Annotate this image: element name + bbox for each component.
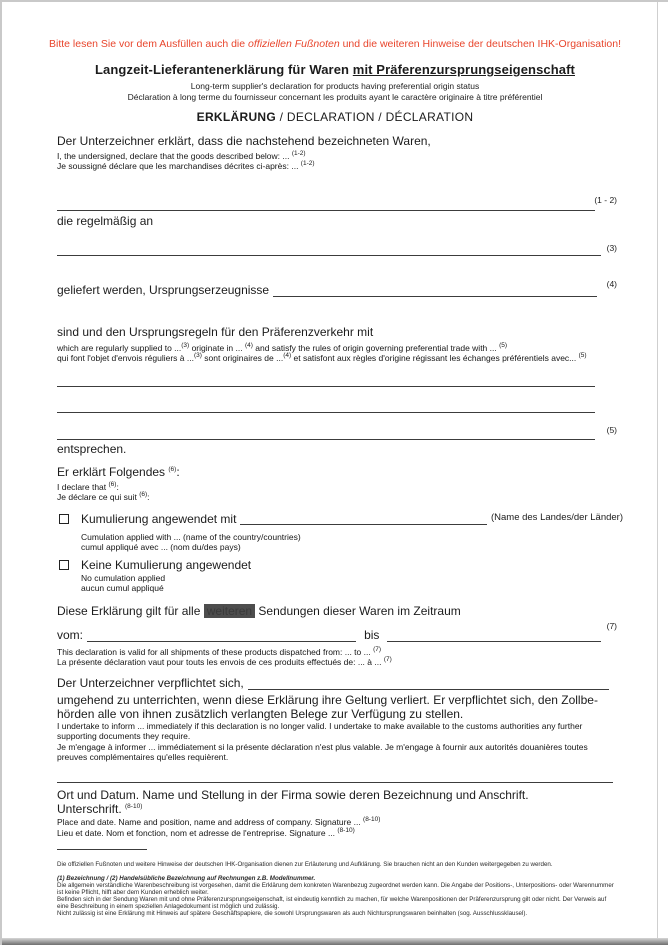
declaration-heading-de: ERKLÄRUNG [196, 110, 277, 124]
intro-de: Der Unterzeichner erklärt, dass die nachstehend bezeichneten Waren, [57, 134, 431, 148]
notice-post: und die weiteren Hinweise der deutschen IHK-Organisation! [339, 38, 621, 50]
no-cumulation-fr: aucun cumul appliqué [81, 583, 164, 593]
preferential-countries-line-2[interactable] [57, 412, 595, 413]
declare-en: I declare that $^{(6)}$: [57, 481, 119, 492]
cumulation-country-hint: (Name des Landes/der Länder) [490, 512, 623, 523]
page-right-edge [657, 2, 658, 945]
rules-en: which are regularly supplied to ...$^{(3)}$ originate in ... $^{(4)}$ and satisfy the rules of origin governing preferential trade with ... $^{(5)}$ [57, 342, 508, 353]
rules-de: sind und den Ursprungsregeln für den Präferenzverkehr mit [57, 325, 374, 339]
official-footnotes-notice [2, 38, 668, 50]
footnote-2: (1) Bezeichnung / (2) Handelsübliche Bezeichnung auf Rechnungen z.B. Modellnummer. [57, 875, 316, 882]
regularly-supplied-label: die regelmäßig an [57, 214, 154, 228]
intro-en: I, the undersigned, declare that the goods described below: ... $^{(1-2)}$ [57, 150, 306, 161]
obligation-de1: Der Unterzeichner verpflichtet sich, [57, 676, 244, 690]
notice-italic: offiziellen Fußnoten [248, 38, 340, 50]
form-subtitle-fr: Déclaration à long terme du fournisseur concernant les produits ayant le caractère originaire à titre préférentiel [127, 92, 543, 102]
declaration-heading [2, 110, 668, 124]
declare-de: Er erklärt Folgendes $^{(6)}$: [57, 465, 180, 479]
validity-fr: La présente déclaration vaut pour touts les envois de ces produits effectués de: ... à ... $^{(7)}$ [57, 656, 392, 667]
origin-country-line[interactable] [273, 287, 597, 297]
cumulation-applied-checkbox[interactable] [59, 514, 69, 524]
declaration-heading-rest: / DECLARATION / DÉCLARATION [276, 110, 474, 124]
valid-from-label: vom: [57, 628, 84, 642]
validity-de-pre: Diese Erklärung gilt für alle [57, 604, 204, 618]
obligation-de3: hörden alle von ihnen zusätzlich verlangten Belege zur Verfügung zu stellen. [57, 707, 464, 721]
footnote-3: Die allgemein verständliche Warenbeschreibung ist vorgesehen, damit die Erklärung dem konkreten Warenbezug zugeordnet werden kann. Die Angabe der Positions-, Unterpositions- oder Warennummer ist keine Pflicht, hilft aber dem Kunden erheblich weiter. [57, 882, 614, 896]
no-cumulation-en: No cumulation applied [81, 573, 166, 583]
notice-pre: Bitte lesen Sie vor dem Ausfüllen auch die [48, 38, 249, 50]
validity-highlighted-word: weiteren [204, 604, 255, 618]
origin-label: geliefert werden, Ursprungserzeugnisse [57, 283, 270, 297]
validity-de-post: Sendungen dieser Waren im Zeitraum [255, 604, 461, 618]
ref-validity: (7) [606, 621, 617, 631]
valid-until-line[interactable] [387, 632, 601, 642]
signature-divider [57, 782, 613, 783]
obligation-en: I undertake to inform ... immediately if this declaration is no longer valid. I undertake to make available to the customs authorities any further supporting documents they require. [57, 721, 583, 741]
entsprechen-label: entsprechen. [57, 442, 127, 456]
scan-bottom-edge [2, 938, 668, 945]
intro-fr: Je soussigné déclare que les marchandises décrites ci-après: ... $^{(1-2)}$ [57, 160, 315, 171]
footnote-5: Nicht zulässig ist eine Erklärung mit Hinweis auf spätere Geschäftspapiere, die sowohl Ursprungswaren als auch Nichtursprungswaren beinhalten (sog. Ausschlussklausel). [57, 910, 528, 917]
validity-de [57, 604, 461, 619]
customer-name-line[interactable] [248, 680, 609, 690]
rules-fr: qui font l'objet d'envois réguliers à ...$^{(3)}$ sont originaires de ...$^{(4)}$ et satisfont aux règles d'origine régissant les échanges préférentiels avec... $^{(5)}$ [57, 352, 587, 363]
validity-en: This declaration is valid for all shipments of these products dispatched from: ... to ... $^{(7)}$ [57, 646, 382, 657]
preferential-countries-line-1[interactable] [57, 386, 595, 387]
no-cumulation-label: Keine Kumulierung angewendet [81, 558, 252, 572]
form-subtitle-en: Long-term supplier's declaration for products having preferential origin status [190, 81, 480, 91]
form-title [2, 62, 668, 77]
ref-origin: (4) [606, 279, 617, 289]
cumulation-country-line[interactable] [240, 512, 487, 525]
signature-de2: Unterschrift. $^{(8-10)}$ [57, 802, 143, 816]
cumulation-applied-label: Kumulierung angewendet mit [81, 512, 237, 526]
origin-row [57, 283, 601, 298]
form-title-pre: Langzeit-Lieferantenerklärung für Waren [95, 62, 353, 77]
no-cumulation-row [59, 558, 623, 573]
form-title-underlined: mit Präferenzursprungseigenschaft [352, 62, 575, 77]
cumulation-applied-row [59, 512, 623, 527]
ref-goods: (1 - 2) [594, 195, 617, 205]
goods-description-line[interactable] [57, 210, 595, 211]
valid-from-line[interactable] [87, 632, 356, 642]
obligation-fr: Je m'engage à informer ... immédiatement si la présente déclaration n'est plus valable. Je m'engage à fournir aux autorités douanières toutes preuves complémentaires qu'elles requièrent. [57, 742, 588, 762]
footnote-1: Die offiziellen Fußnoten und weitere Hinweise der deutschen IHK-Organisation dienen zur Erläuterung und Aufklärung. Sie brauchen nicht an den Kunden weitergegeben zu werden. [57, 861, 553, 868]
cumulation-applied-en: Cumulation applied with ... (name of the country/countries) [81, 532, 301, 542]
signature-fr: Lieu et date. Nom et fonction, nom et adresse de l'entreprise. Signature ... $^{(8-10)}$ [57, 827, 355, 838]
customer-line[interactable] [57, 255, 601, 256]
obligation-de2: umgehend zu unterrichten, wenn diese Erklärung ihre Geltung verliert. Er verpflichtet sich, den Zollbe- [57, 693, 598, 707]
no-cumulation-checkbox[interactable] [59, 560, 69, 570]
obligation-row [57, 676, 613, 691]
declare-fr: Je déclare ce qui suit $^{(6)}$: [57, 491, 150, 502]
footnote-divider [57, 849, 147, 850]
ref-customer: (3) [606, 243, 617, 253]
cumulation-applied-fr: cumul appliqué avec ... (nom du/des pays) [81, 542, 241, 552]
signature-en: Place and date. Name and position, name and address of company. Signature ... $^{(8-10)}$ [57, 816, 381, 827]
valid-until-label: bis [364, 628, 380, 642]
footnote-4: Befinden sich in der Sendung Waren mit und ohne Präferenzursprungseigenschaft, ist eindeutig kenntlich zu machen, für welche Warenpositionen der Präferenzursprung gilt oder nicht. Der Verweis auf eine Beschreibung in einem speziellen Anlagedokument ist möglich und zulässig. [57, 896, 607, 910]
signature-de1: Ort und Datum. Name und Stellung in der Firma sowie deren Bezeichnung und Anschrift. [57, 788, 529, 802]
validity-dates-row [57, 628, 605, 643]
preferential-countries-line-3[interactable] [57, 439, 595, 440]
ref-countries: (5) [606, 425, 617, 435]
